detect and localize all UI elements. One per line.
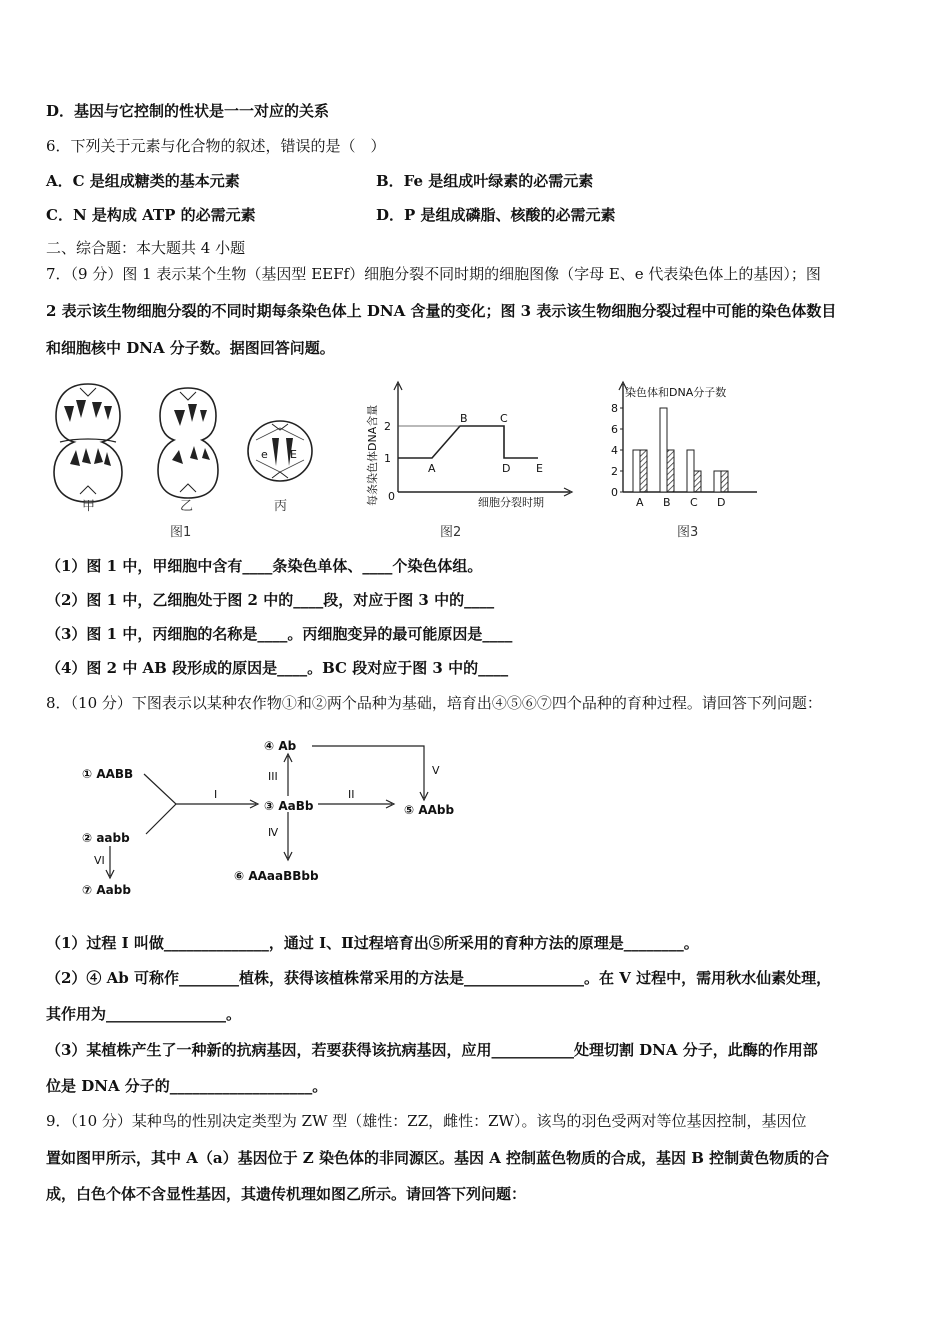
node-3: ③ AaBb [264, 799, 314, 813]
q6-option-c: C．N 是构成 ATP 的必需元素 [46, 206, 256, 224]
fig2-point-E: E [536, 462, 543, 475]
figure-1-caption: 图1 [170, 525, 192, 540]
question-9-line3: 成，白色个体不含显性基因，其遗传机理如图乙所示。请回答下列问题： [46, 1185, 527, 1203]
cell-bing-label: 丙 [274, 499, 288, 514]
fig3-bar-D-chromosome [714, 471, 721, 492]
fig3-category-D: D [717, 496, 726, 509]
q7-sub4: （4）图 2 中 AB 段形成的原因是____。BC 段对应于图 3 中的____ [46, 659, 509, 677]
fig2-dna-line [398, 426, 538, 458]
fig3-category-A: A [636, 496, 644, 509]
fig3-title: 染色体和DNA分子数 [625, 386, 727, 399]
question-7-line2: 2 表示该生物细胞分裂的不同时期每条染色体上 DNA 含量的变化；图 3 表示该生物细胞分裂过程中可能的染色体数目 [46, 302, 837, 320]
breeding-diagram [80, 732, 500, 902]
fig2-origin: 0 [388, 490, 395, 503]
node-5: ⑤ AAbb [404, 803, 455, 817]
fig2-point-A: A [428, 462, 436, 475]
fig3-bar-C-dna [694, 471, 701, 492]
cell-yi [158, 388, 218, 498]
node-2: ② aabb [82, 831, 130, 845]
q8-sub3-line1: （3）某植株产生了一种新的抗病基因，若要获得该抗病基因，应用___________处理切割 DNA 分子，此酶的作用部 [46, 1041, 818, 1059]
fig3-bar-A-dna [640, 450, 647, 492]
gene-E-label: E [290, 448, 297, 461]
question-9-line2: 置如图甲所示，其中 A（a）基因位于 Z 染色体的非同源区。基因 A 控制蓝色物质的合成，基因 B 控制黄色物质的合 [46, 1149, 830, 1167]
question-7-line3: 和细胞核中 DNA 分子数。据图回答问题。 [46, 339, 335, 357]
node-1: ① AABB [82, 767, 134, 781]
q6-option-d: D．P 是组成磷脂、核酸的必需元素 [376, 206, 616, 224]
cell-yi-label: 乙 [180, 499, 194, 514]
step-VI: VI [94, 854, 105, 867]
fig2-point-C: C [500, 412, 508, 425]
section-2-heading: 二、综合题：本大题共 4 小题 [46, 239, 246, 257]
q8-sub2-line1: （2）④ Ab 可称作________植株，获得该植株常采用的方法是________________。在 V 过程中，需用秋水仙素处理， [46, 969, 832, 987]
gene-e-label: e [261, 448, 268, 461]
node-4: ④ Ab [264, 739, 297, 753]
step-I: I [214, 788, 218, 801]
figure-2 [360, 378, 580, 540]
figure-3-caption: 图3 [677, 525, 699, 540]
fig3-bar-B-dna [667, 450, 674, 492]
q5-option-d: D．基因与它控制的性状是一一对应的关系 [46, 102, 330, 120]
step-II: II [348, 788, 355, 801]
cell-jia [54, 384, 122, 502]
fig2-ylabel: 每条染色体DNA含量 [366, 404, 379, 506]
question-7-line1: 7．（9 分）图 1 表示某个生物（基因型 EEFf）细胞分裂不同时期的细胞图像（字母 E、e 代表染色体上的基因）；图 [46, 265, 821, 283]
q8-sub1: （1）过程 I 叫做______________，通过 I、Ⅱ过程培育出⑤所采用的育种方法的原理是________。 [46, 934, 699, 952]
step-V: V [432, 764, 440, 777]
figure-3-chart [605, 378, 765, 540]
fig3-bar-A-chromosome [633, 450, 640, 492]
fig3-bar-C-chromosome [687, 450, 694, 492]
step-IV: Ⅳ [268, 826, 279, 839]
q7-sub1: （1）图 1 中，甲细胞中含有____条染色单体、____个染色体组。 [46, 557, 483, 575]
q8-sub3-line2: 位是 DNA 分子的___________________。 [46, 1077, 328, 1095]
q6-option-b: B．Fe 是组成叶绿素的必需元素 [376, 172, 594, 190]
fig2-point-B: B [460, 412, 468, 425]
cell-bing [248, 421, 312, 481]
node-6: ⑥ AAaaBBbb [234, 869, 319, 883]
figure-1 [50, 378, 320, 540]
fig3-ytick: 6 [611, 423, 618, 436]
question-6: 6．下列关于元素与化合物的叙述，错误的是（ ） [46, 137, 386, 155]
fig3-category-B: B [663, 496, 671, 509]
fig3-ytick: 2 [611, 465, 618, 478]
q7-sub3: （3）图 1 中，丙细胞的名称是____。丙细胞变异的最可能原因是____ [46, 625, 513, 643]
fig2-xlabel: 细胞分裂时期 [478, 496, 544, 509]
fig2-point-D: D [502, 462, 511, 475]
q8-sub2-line2: 其作用为________________。 [46, 1005, 242, 1023]
node-7: ⑦ Aabb [82, 883, 131, 897]
fig3-ytick: 4 [611, 444, 618, 457]
q6-option-a: A．C 是组成糖类的基本元素 [46, 172, 240, 190]
fig3-ytick: 0 [611, 486, 618, 499]
fig3-bar-B-chromosome [660, 408, 667, 492]
q7-sub2: （2）图 1 中，乙细胞处于图 2 中的____段，对应于图 3 中的____ [46, 591, 495, 609]
step-III: III [268, 770, 278, 783]
question-8: 8．（10 分）下图表示以某种农作物①和②两个品种为基础，培育出④⑤⑥⑦四个品种的育种过程。请回答下列问题： [46, 694, 822, 712]
figure-2-caption: 图2 [440, 525, 462, 540]
fig3-category-C: C [690, 496, 698, 509]
fig3-bar-D-dna [721, 471, 728, 492]
fig2-ytick-2: 2 [384, 420, 391, 433]
fig2-ytick-1: 1 [384, 452, 391, 465]
question-9-line1: 9．（10 分）某种鸟的性别决定类型为 ZW 型（雄性：ZZ，雌性：ZW）。该鸟的羽色受两对等位基因控制，基因位 [46, 1112, 807, 1130]
fig3-ytick: 8 [611, 402, 618, 415]
cell-jia-label: 甲 [82, 499, 96, 514]
